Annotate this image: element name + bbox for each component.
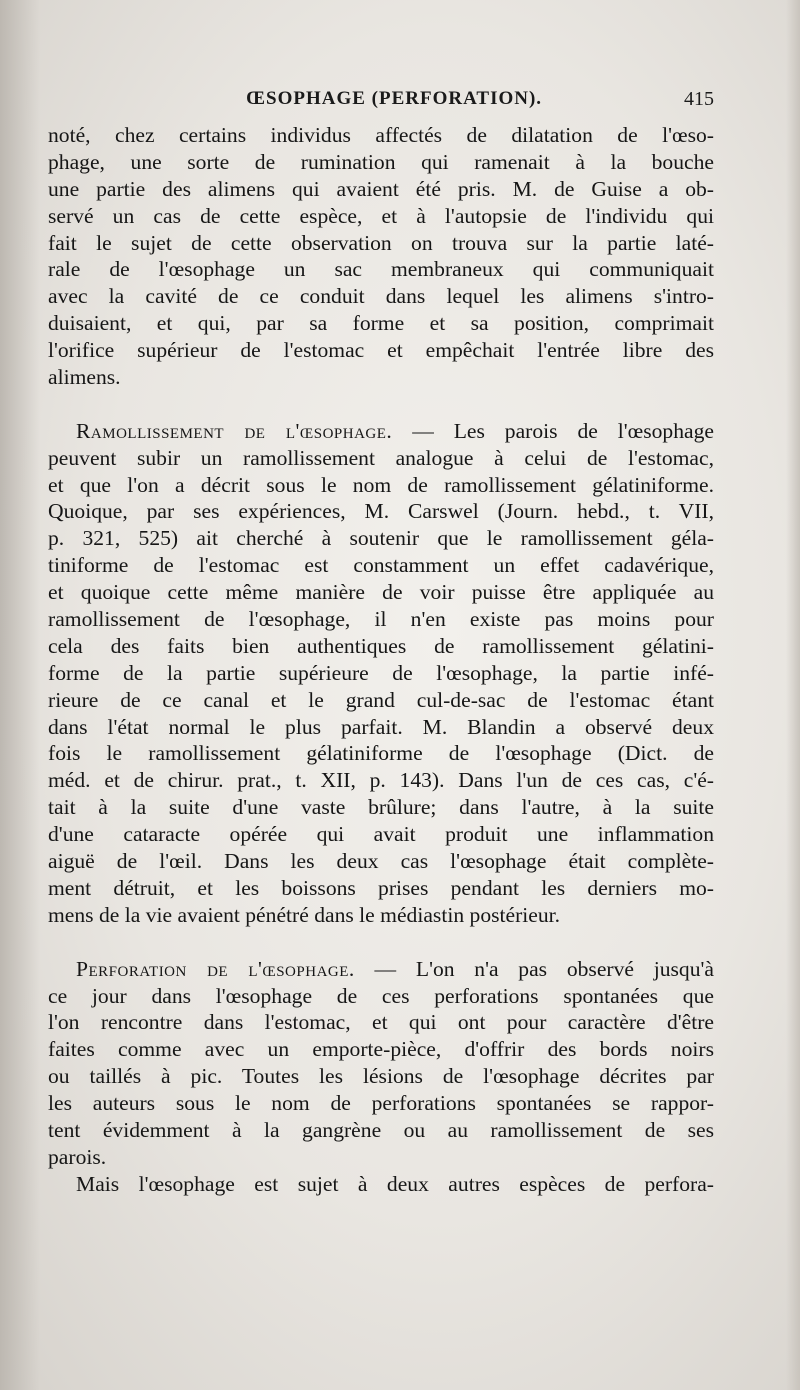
text-line: alimens. xyxy=(48,365,121,390)
text-line: peuvent subir un ramollissement analogue à celui de l'estomac, xyxy=(48,445,714,470)
text-line: mens de la vie avaient pénétré dans le médiastin postérieur. xyxy=(48,902,561,927)
text-line: ramollissement de l'œsophage, il n'en existe pas moins pour xyxy=(48,607,714,632)
section-heading-perforation: Perforation de l'œsophage. xyxy=(76,956,355,981)
edge-shadow xyxy=(786,0,800,1390)
text-line: faites comme avec un emporte-pièce, d'offrir des bords noirs xyxy=(48,1037,714,1062)
text-line: ce jour dans l'œsophage de ces perforations spontanées que xyxy=(48,983,714,1008)
binding-shadow xyxy=(0,0,40,1390)
text-line: duisaient, et qui, par sa forme et sa position, comprimait xyxy=(48,311,714,336)
page-number: 415 xyxy=(684,88,714,110)
text-line: et que l'on a décrit sous le nom de ramollissement gélatiniforme. xyxy=(48,472,714,497)
text-line: d'une cataracte opérée qui avait produit une inflammation xyxy=(48,822,714,847)
text-line: tait à la suite d'une vaste brûlure; dans l'autre, à la suite xyxy=(48,795,714,820)
running-title: ŒSOPHAGE (PERFORATION). xyxy=(246,88,543,109)
section-heading-ramollissement: Ramollissement de l'œsophage. xyxy=(76,418,393,443)
text-line: phage, une sorte de rumination qui ramenait à la bouche xyxy=(48,149,714,174)
text-line: tiniforme de l'estomac est constamment un effet cadavérique, xyxy=(48,553,714,578)
text-line: avec la cavité de ce conduit dans lequel les alimens s'intro- xyxy=(48,284,714,309)
text-run: — L'on n'a pas observé jusqu'à xyxy=(354,956,714,981)
body-text xyxy=(48,122,714,1198)
paragraph-perforation xyxy=(48,956,714,1198)
text-line: les auteurs sous le nom de perforations spontanées se rappor- xyxy=(48,1091,714,1116)
running-header xyxy=(48,88,716,118)
text-line: rieure de ce canal et le grand cul-de-sac de l'estomac étant xyxy=(48,687,714,712)
text-run: — Les parois de l'œsophage xyxy=(392,418,714,443)
text-line: fait le sujet de cette observation on trouva sur la partie laté- xyxy=(48,230,714,255)
text-line: l'on rencontre dans l'estomac, et qui ont pour caractère d'être xyxy=(48,1010,714,1035)
text-line: une partie des alimens qui avaient été pris. M. de Guise a ob- xyxy=(48,176,714,201)
text-line: aiguë de l'œil. Dans les deux cas l'œsophage était complète- xyxy=(48,849,714,874)
text-line: servé un cas de cette espèce, et à l'autopsie de l'individu qui xyxy=(48,203,714,228)
text-line: méd. et de chirur. prat., t. XII, p. 143). Dans l'un de ces cas, c'é- xyxy=(48,768,714,793)
text-line: tent évidemment à la gangrène ou au ramollissement de ses xyxy=(48,1117,714,1142)
paragraph-dilatation xyxy=(48,122,714,391)
text-line: rale de l'œsophage un sac membraneux qui communiquait xyxy=(48,257,714,282)
heading-line xyxy=(48,418,714,445)
text-line: cela des faits bien authentiques de ramollissement gélatini- xyxy=(48,633,714,658)
text-line: parois. xyxy=(48,1144,107,1169)
text-line: et quoique cette même manière de voir puisse être appliquée au xyxy=(48,580,714,605)
heading-line xyxy=(48,956,714,983)
text-line: Mais l'œsophage est sujet à deux autres espèces de perfora- xyxy=(76,1171,714,1196)
paragraph-ramollissement xyxy=(48,418,714,929)
text-line: dans l'état normal le plus parfait. M. Blandin a observé deux xyxy=(48,714,714,739)
text-line: Quoique, par ses expériences, M. Carswel (Journ. hebd., t. VII, xyxy=(48,499,714,524)
text-line: forme de la partie supérieure de l'œsophage, la partie infé- xyxy=(48,660,714,685)
paragraph-gap xyxy=(48,929,714,956)
paragraph-gap xyxy=(48,391,714,418)
text-line: ment détruit, et les boissons prises pendant les derniers mo- xyxy=(48,875,714,900)
text-line: p. 321, 525) ait cherché à soutenir que le ramollissement géla- xyxy=(48,526,714,551)
text-line: fois le ramollissement gélatiniforme de l'œsophage (Dict. de xyxy=(48,741,714,766)
text-line: l'orifice supérieur de l'estomac et empêchait l'entrée libre des xyxy=(48,338,714,363)
text-line: ou taillés à pic. Toutes les lésions de l'œsophage décrites par xyxy=(48,1064,714,1089)
text-line: noté, chez certains individus affectés de dilatation de l'œso- xyxy=(48,123,714,147)
